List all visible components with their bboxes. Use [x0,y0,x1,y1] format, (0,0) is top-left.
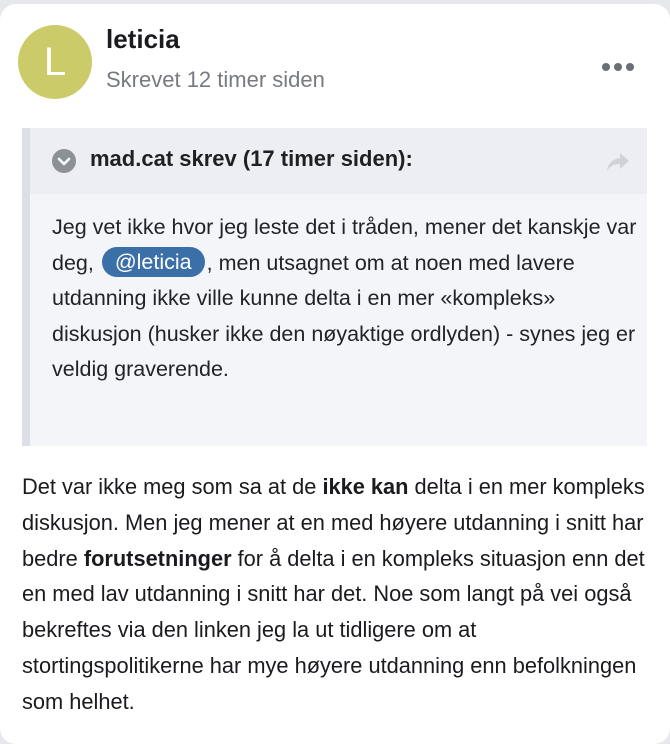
dot [626,63,634,71]
quote-author[interactable]: mad.cat skrev (17 timer siden): [90,146,413,171]
post-bold-text: forutsetninger [83,545,232,571]
more-options-icon[interactable] [602,57,638,77]
author-username[interactable]: leticia [106,24,180,54]
post-bold-text: ikke kan [322,474,409,499]
post-text: delta i en mer kompleks diskusjon. Men jeg mener at en med høyere utdanning i snitt har bedre [22,474,645,571]
post-content [22,469,654,720]
share-arrow-icon[interactable] [604,150,632,174]
avatar[interactable]: L [18,25,92,99]
quote-text-part: , men utsagnet om at noen med lavere utdanning ikke ville kunne delta i en mer «kompleks» diskusjon (husker ikke den nøyaktige ordlyden) - synes jeg er veldig graverende. [52,250,636,382]
quote-text [52,210,637,388]
post-text: for å delta i en kompleks situasjon enn det en med lav utdanning i snitt har det. Noe som langt på vei også bekreftes via den linken jeg la ut tidligere om at stortingspolitikerne har mye høyere utdanning enn befolkningen som helhet. [22,545,645,714]
dot [614,63,622,71]
post-timestamp[interactable]: Skrevet 12 timer siden [106,67,325,92]
post-card [0,4,670,744]
quote-text-part: Jeg vet ikke hvor jeg leste det i tråden, mener det kanskje var deg, [52,215,637,275]
quote-block [22,128,647,446]
dot [602,63,610,71]
chevron-down-icon[interactable] [52,149,76,173]
post-text: Det var ikke meg som sa at de [22,474,323,499]
quote-header [30,128,647,194]
mention-link[interactable]: @leticia [102,247,205,277]
